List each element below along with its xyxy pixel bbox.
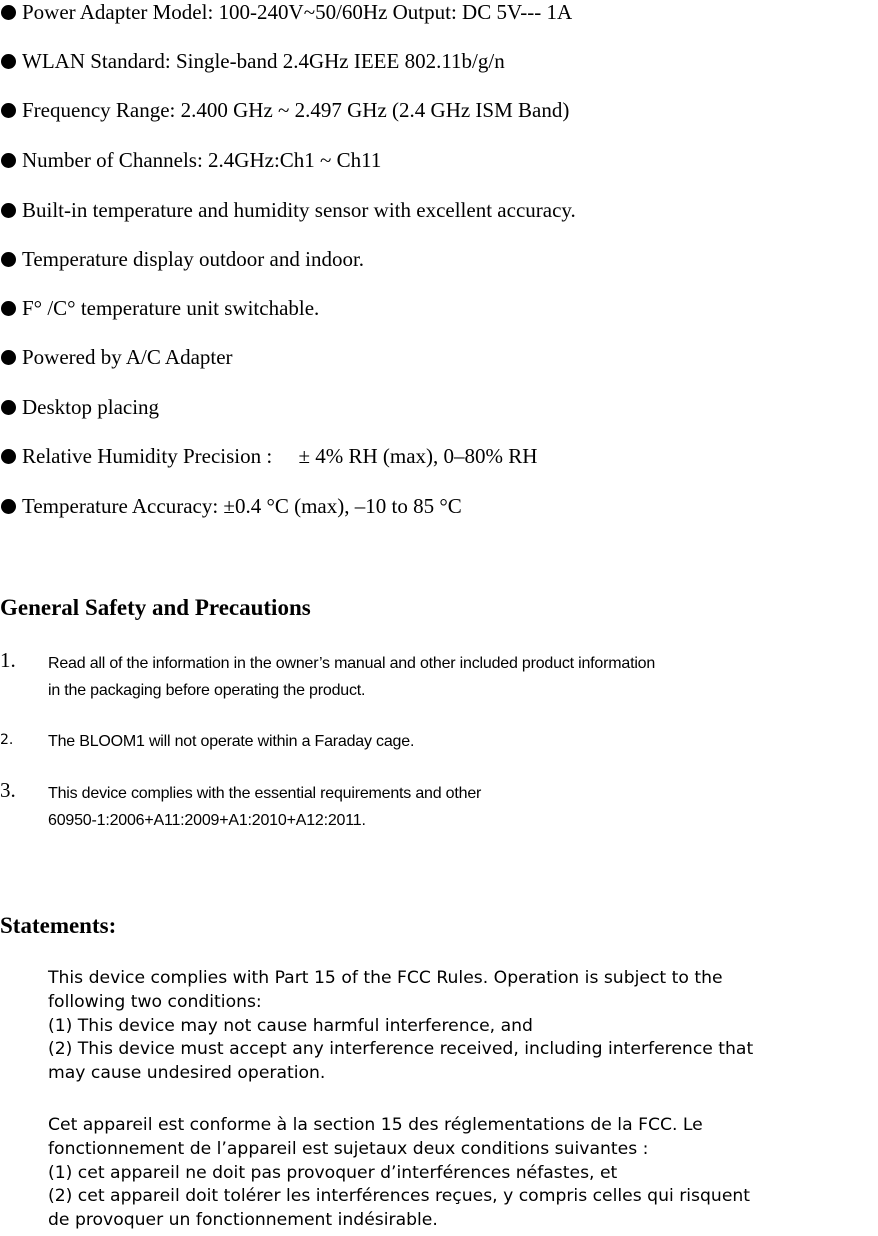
spec-text: WLAN Standard: Single-band 2.4GHz IEEE 802.11b/g/n bbox=[22, 49, 505, 73]
bullet-dot-icon bbox=[1, 203, 16, 218]
precaution-text bbox=[48, 780, 868, 834]
statement-line: Cet appareil est conforme à la section 15 des réglementations de la FCC. Le bbox=[48, 1115, 703, 1135]
fcc-statement-french bbox=[48, 1114, 878, 1233]
precaution-line: The BLOOM1 will not operate within a Faraday cage. bbox=[48, 733, 415, 750]
fcc-statement-english bbox=[48, 967, 878, 1086]
spec-text: F° /C° temperature unit switchable. bbox=[22, 296, 320, 320]
statement-line: following two conditions: bbox=[48, 991, 262, 1012]
bullet-dot-icon bbox=[1, 103, 16, 118]
precaution-number: 3. bbox=[0, 778, 16, 802]
bullet-dot-icon bbox=[1, 5, 16, 20]
spec-item-wlan-standard bbox=[0, 49, 505, 73]
bullet-dot-icon bbox=[1, 54, 16, 69]
spec-text: Built-in temperature and humidity sensor with excellent accuracy. bbox=[22, 198, 576, 222]
bullet-dot-icon bbox=[1, 350, 16, 365]
bullet-dot-icon bbox=[1, 153, 16, 168]
bullet-dot-icon bbox=[1, 252, 16, 267]
precaution-line: 60950-1:2006+A11:2009+A1:2010+A12:2011. bbox=[48, 812, 366, 829]
spec-item-frequency-range bbox=[0, 98, 569, 122]
statement-line: (1) cet appareil ne doit pas provoquer d’interférences néfastes, et bbox=[48, 1162, 618, 1183]
statement-line: may cause undesired operation. bbox=[48, 1063, 326, 1084]
spec-text: Frequency Range: 2.400 GHz ~ 2.497 GHz (2.4 GHz ISM Band) bbox=[22, 98, 570, 122]
spec-item-unit-switch bbox=[0, 296, 319, 320]
statement-line: (2) cet appareil doit tolérer les interférences reçues, y compris celles qui risquent bbox=[48, 1186, 751, 1207]
precaution-text bbox=[48, 650, 868, 704]
spec-text: Number of Channels: 2.4GHz:Ch1 ~ Ch11 bbox=[22, 148, 382, 172]
spec-text: Temperature display outdoor and indoor. bbox=[22, 247, 365, 271]
spec-item-temperature-accuracy bbox=[0, 494, 462, 518]
bullet-dot-icon bbox=[1, 400, 16, 415]
safety-heading: General Safety and Precautions bbox=[0, 595, 311, 620]
statement-line: (1) This device may not cause harmful interference, and bbox=[48, 1015, 533, 1036]
bullet-dot-icon bbox=[1, 449, 16, 464]
bullet-dot-icon bbox=[1, 499, 16, 514]
spec-text: Temperature Accuracy: ±0.4 °C (max), –10 to 85 °C bbox=[22, 494, 462, 518]
precaution-number: 1. bbox=[0, 648, 16, 672]
bullet-dot-icon bbox=[1, 301, 16, 316]
spec-text: Power Adapter Model: 100-240V~50/60Hz Output: DC 5V--- 1A bbox=[22, 0, 573, 24]
spec-item-temperature-display bbox=[0, 247, 364, 271]
spec-item-placement bbox=[0, 395, 159, 419]
precaution-number: 2. bbox=[0, 732, 14, 748]
statement-line: de provoquer un fonctionnement indésirable. bbox=[48, 1210, 438, 1231]
statement-line: (2) This device must accept any interference received, including interference that bbox=[48, 1039, 754, 1060]
spec-item-power-source bbox=[0, 345, 233, 369]
precaution-line: This device complies with the essential requirements and other bbox=[48, 785, 482, 802]
spec-text: Powered by A/C Adapter bbox=[22, 345, 233, 369]
spec-item-humidity-precision bbox=[0, 444, 537, 468]
spec-text: Desktop placing bbox=[22, 395, 160, 419]
statement-line: fonctionnement de l’appareil est sujetaux deux conditions suivantes : bbox=[48, 1138, 649, 1159]
statements-heading: Statements: bbox=[0, 913, 117, 938]
precaution-line: Read all of the information in the owner’s manual and other included product information bbox=[48, 655, 656, 672]
precaution-text bbox=[48, 728, 868, 755]
statement-line: This device complies with Part 15 of the FCC Rules. Operation is subject to the bbox=[48, 968, 723, 988]
spec-item-channels bbox=[0, 148, 381, 172]
precaution-line: in the packaging before operating the product. bbox=[48, 682, 366, 699]
spec-item-sensor bbox=[0, 198, 576, 222]
spec-text: Relative Humidity Precision : ± 4% RH (max), 0–80% RH bbox=[22, 444, 538, 468]
spec-item-power-adapter bbox=[0, 0, 572, 24]
